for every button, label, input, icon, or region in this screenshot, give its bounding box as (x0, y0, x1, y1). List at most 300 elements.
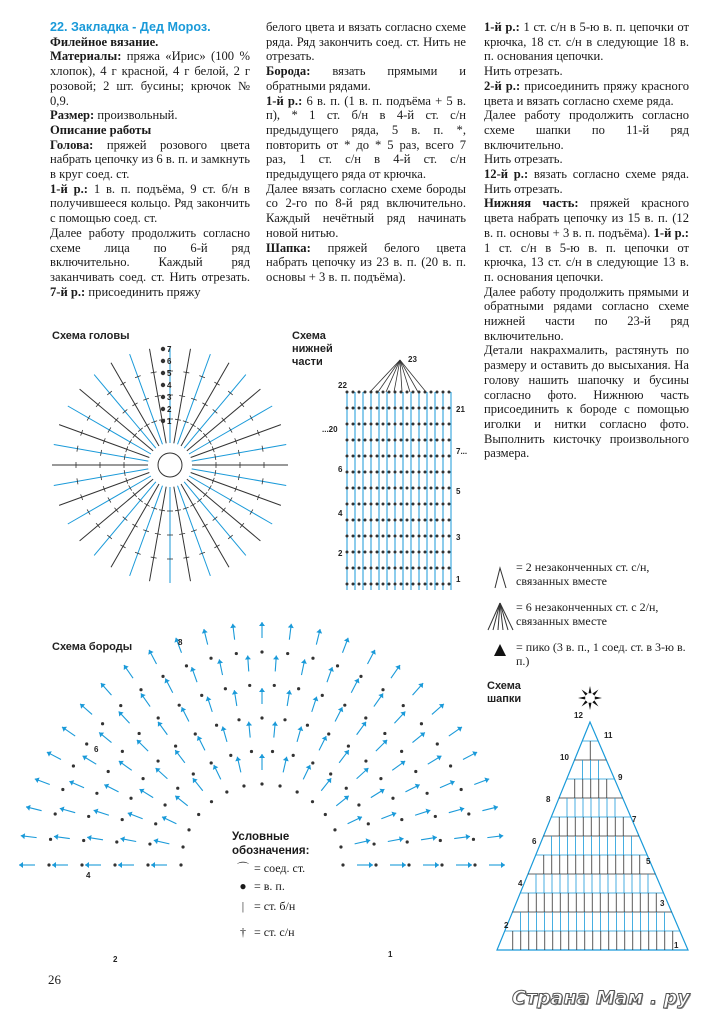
chain-dot (359, 675, 362, 678)
chain-dot (376, 567, 379, 570)
star-picot-icon (578, 697, 585, 700)
beard-row-number: 1 (388, 950, 393, 959)
beard-continue: Далее вязать согласно схеме бороды со 2-го по 8-й ряд включительно. Каждый нечётный ряд начинать новой нитью. (266, 181, 466, 240)
chain-dot (95, 792, 98, 795)
chain-dot (448, 503, 451, 506)
bottom-diagram (322, 355, 467, 590)
chain-dot (424, 583, 427, 586)
bottom-row-number: 6 (338, 465, 343, 474)
size-text: произвольный. (97, 108, 178, 123)
chain-dot (442, 519, 445, 522)
picot-mark (127, 810, 133, 817)
picot-mark (246, 721, 252, 726)
cross-stitch (151, 557, 157, 558)
chain-dot (430, 391, 433, 394)
chain-dot (209, 657, 212, 660)
chain-dot (382, 391, 385, 394)
chain-dot (358, 551, 361, 554)
chain-dot (121, 750, 124, 753)
cross-stitch (151, 372, 157, 373)
chain-dot (448, 439, 451, 442)
legend-item-slip-stitch: ⌒ = соед. ст. (232, 861, 322, 875)
chain-dot (341, 863, 344, 866)
hat-row12-text: вязать согласно схеме ряда. Нить отрезать. (484, 167, 689, 196)
chain-dot (352, 471, 355, 474)
cross-stitch (179, 396, 185, 397)
chain-dot (412, 391, 415, 394)
legend-item-sc: | = ст. б/н (232, 899, 322, 913)
star-picot-icon (595, 697, 602, 700)
chain-dot (430, 423, 433, 426)
chain-dot (412, 583, 415, 586)
chain-dot (424, 439, 427, 442)
chain-dot (439, 839, 442, 842)
bottom-row-number: 21 (456, 405, 465, 414)
chain-dot (370, 519, 373, 522)
chain-dot (442, 503, 445, 506)
chain-dot (400, 487, 403, 490)
chain-dot (436, 487, 439, 490)
work-heading: Описание работы (50, 122, 152, 137)
chain-dot (406, 583, 409, 586)
chain-dot (448, 535, 451, 538)
picot-mark (161, 814, 167, 821)
picot-mark (54, 833, 59, 839)
cross-stitch (262, 446, 263, 452)
chain-dot (224, 687, 227, 690)
bottom-row-number: 2 (338, 549, 343, 558)
chain-dot (346, 471, 349, 474)
chain-dot (394, 455, 397, 458)
cross-stitch (262, 478, 263, 484)
chain-dot (383, 732, 386, 735)
chain-dot (449, 764, 452, 767)
materials-label: Материалы: (50, 49, 122, 64)
chain-dot (85, 742, 88, 745)
chain-dot (394, 535, 397, 538)
chain-dot (394, 567, 397, 570)
head-row7-continue: белого цвета и вязать согласно схеме ряда. Ряд закончить соед. ст. Нить не отрезать. (266, 20, 466, 64)
chain-dot (406, 503, 409, 506)
chain-dot (400, 439, 403, 442)
chain-dot (424, 567, 427, 570)
hat-row2-text: присоединить пряжу красного цвета и вязать согласно схеме ряда. (484, 78, 689, 108)
chain-dot (364, 423, 367, 426)
chain-dot (194, 732, 197, 735)
chain-dot (364, 503, 367, 506)
picot-mark (179, 706, 186, 712)
chain-dot (346, 519, 349, 522)
chain-dot (345, 787, 348, 790)
chain-dot (370, 535, 373, 538)
picot-mark (395, 663, 402, 670)
picot-mark (259, 688, 265, 692)
picot-mark (60, 724, 67, 731)
chain-dot (436, 535, 439, 538)
chain-dot (406, 519, 409, 522)
cross-stitch (129, 485, 132, 490)
head-row-number: 4 (167, 381, 172, 390)
chain-dot (424, 551, 427, 554)
chain-dot (364, 439, 367, 442)
chain-dot (402, 704, 405, 707)
chain-dot (352, 391, 355, 394)
chain-dot (161, 359, 165, 363)
cross-stitch (238, 474, 239, 480)
head-diagram (52, 345, 288, 583)
picot-mark (138, 787, 145, 794)
chain-dot (388, 487, 391, 490)
chain-dot (346, 455, 349, 458)
picot-mark (288, 623, 294, 628)
chain-dot (436, 583, 439, 586)
chain-dot (121, 818, 124, 821)
picot-mark (391, 810, 397, 817)
chain-dot (394, 519, 397, 522)
cross-stitch (238, 450, 239, 456)
chain-dot (157, 716, 160, 719)
chain-dot (430, 439, 433, 442)
legend (232, 830, 322, 943)
bottom-text: пряжей красного цвета набрать цепочку из 15 в. п. (12 в. п. основы + 3 в. п. подъёма). (484, 196, 690, 240)
cross-stitch (124, 470, 125, 476)
star-picot-icon (592, 690, 598, 696)
hat-diagram (497, 686, 688, 950)
dec2-icon (495, 568, 506, 588)
picot-mark (117, 759, 124, 766)
chain-dot (333, 828, 336, 831)
picot-mark (151, 862, 155, 868)
peak-stitch (400, 360, 418, 392)
chain-dot (370, 407, 373, 410)
chain-dot (161, 371, 165, 375)
beard-row-number: 6 (94, 745, 99, 754)
cross-stitch (214, 382, 219, 385)
chain-dot (376, 551, 379, 554)
chain-dot (442, 567, 445, 570)
picot-mark (370, 648, 377, 654)
chain-dot (394, 407, 397, 410)
chain-dot (382, 519, 385, 522)
chain-dot (406, 439, 409, 442)
chain-dot (388, 535, 391, 538)
chain-dot (436, 742, 439, 745)
size-label: Размер: (50, 108, 95, 123)
cut-thread-1: Нить отрезать. (484, 64, 563, 79)
cross-stitch (215, 454, 216, 460)
chain-dot (382, 503, 385, 506)
picot-mark (93, 807, 99, 814)
chain-dot (448, 567, 451, 570)
chain-dot (358, 471, 361, 474)
chain-dot (418, 567, 421, 570)
hat-row-number: 8 (546, 795, 551, 804)
chain-dot (400, 818, 403, 821)
chain-dot (412, 423, 415, 426)
chain-dot (352, 439, 355, 442)
legend-item-chain: ● = в. п. (232, 879, 322, 893)
chain-dot (161, 395, 165, 399)
picot-mark (306, 764, 313, 770)
picot-mark (400, 759, 407, 766)
hat-row-number: 4 (518, 879, 523, 888)
chain-dot (358, 455, 361, 458)
cross-stitch (101, 450, 102, 456)
chain-dot (406, 407, 409, 410)
hat-row1-text: 1 ст. с/н в 5-ю в. п. цепочки от крючка, 18 ст. с/н в следующие 18 в. п. основания цепочки. (484, 20, 689, 64)
chain-dot (101, 722, 104, 725)
picot-mark (45, 749, 51, 756)
chain-dot (364, 471, 367, 474)
chain-dot (248, 684, 251, 687)
chain-dot (237, 718, 240, 721)
chain-dot (436, 551, 439, 554)
chain-dot (442, 439, 445, 442)
cross-stitch (208, 439, 211, 444)
chain-dot (352, 407, 355, 410)
chain-dot (376, 503, 379, 506)
hat-diagram-title: Схема шапки (487, 680, 522, 705)
chain-dot (370, 567, 373, 570)
cross-stitch (159, 510, 165, 511)
picot-mark (436, 753, 443, 760)
chain-dot (412, 439, 415, 442)
chain-dot (367, 822, 370, 825)
chain-dot (370, 455, 373, 458)
chain-dot (364, 487, 367, 490)
cross-stitch (202, 524, 207, 527)
chain-dot (242, 784, 245, 787)
chain-dot (364, 583, 367, 586)
chain-dot (424, 423, 427, 426)
chain-dot (394, 471, 397, 474)
picot-mark (457, 724, 464, 731)
chain-dot (364, 567, 367, 570)
chain-dot (358, 407, 361, 410)
bottom-row1-text: 1 ст. с/н в 5-ю в. п. цепочки от крючка, 13 ст. с/н в следующие 13 в. п. основания цепочки. (484, 240, 689, 284)
chain-dot (174, 744, 177, 747)
chain-dot (436, 567, 439, 570)
beard-row-number: 4 (86, 871, 91, 880)
bottom-row1-label: 1-й р.: (653, 225, 689, 240)
chain-dot (418, 471, 421, 474)
chain-dot (382, 551, 385, 554)
picot-mark (204, 696, 211, 702)
cross-stitch (179, 533, 185, 534)
cross-stitch (229, 427, 232, 432)
chain-dot (406, 471, 409, 474)
picot-mark (20, 833, 25, 839)
chain-dot (394, 423, 397, 426)
chain-dot (467, 812, 470, 815)
chain-dot (163, 803, 166, 806)
bottom-row-number: 3 (456, 533, 461, 542)
hat-row-number: 11 (604, 731, 613, 740)
star-picot-icon (582, 700, 588, 706)
picot-mark (328, 666, 335, 672)
cross-stitch (250, 509, 253, 514)
chain-dot (364, 519, 367, 522)
chain-dot (400, 583, 403, 586)
cross-stitch (132, 403, 137, 406)
picot-mark (313, 696, 320, 702)
picot-mark (357, 814, 363, 821)
chain-dot (394, 503, 397, 506)
chain-dot (138, 732, 141, 735)
chain-dot (406, 391, 409, 394)
hat-row-number: 10 (560, 753, 569, 762)
chain-dot (412, 487, 415, 490)
chain-dot (346, 583, 349, 586)
picot-mark (52, 862, 56, 868)
chain-dot (448, 519, 451, 522)
hat-row-number: 12 (574, 711, 583, 720)
cross-stitch (190, 424, 195, 427)
chain-dot (119, 704, 122, 707)
chain-dot (358, 423, 361, 426)
chain-dot (376, 439, 379, 442)
picot-mark (322, 735, 329, 741)
picot-mark (402, 862, 406, 868)
hat-row-number: 5 (646, 857, 651, 866)
chain-dot (412, 519, 415, 522)
hat-row-number: 9 (618, 773, 623, 782)
chain-dot (382, 535, 385, 538)
chain-dot (364, 535, 367, 538)
chain-dot (229, 754, 232, 757)
picot-mark (81, 753, 88, 760)
chain-dot (424, 519, 427, 522)
chain-dot (472, 838, 475, 841)
chain-dot (364, 407, 367, 410)
chain-dot (161, 383, 165, 387)
chain-dot (370, 583, 373, 586)
picot-icon (494, 644, 506, 656)
chain-dot (115, 840, 118, 843)
chain-dot (346, 535, 349, 538)
picot-mark (378, 692, 385, 699)
cross-stitch (120, 382, 125, 385)
hat-row2-label: 2-й р.: (484, 78, 521, 93)
chain-dot (352, 487, 355, 490)
dot-icon: ● (239, 879, 247, 893)
chain-dot (358, 487, 361, 490)
beard-row1-text: 6 в. п. (1 в. п. подъёма + 5 в. п), * 1 ст. б/н в 4-й ст. с/н предыдущего ряда, 5 в. п. *, повторить от * до * 5 раз, всего 7 раз, 1 ст. с/н в 4-й ст. с/н предыдущего ряда от крючка. (266, 93, 466, 182)
picot-mark (259, 622, 265, 626)
chain-dot (156, 759, 159, 762)
chain-dot (473, 863, 476, 866)
head-row1-label: 1-й р.: (50, 181, 88, 196)
chain-dot (197, 813, 200, 816)
chain-dot (448, 487, 451, 490)
chain-dot (388, 583, 391, 586)
cross-stitch (132, 524, 137, 527)
chain-dot (440, 863, 443, 866)
star-picot-icon (592, 700, 598, 706)
picot-mark (230, 623, 236, 628)
chain-dot (346, 391, 349, 394)
chain-dot (434, 815, 437, 818)
crossed-stroke-icon: † (240, 925, 246, 939)
chain-dot (400, 567, 403, 570)
picot-mark (344, 748, 351, 755)
chain-dot (388, 439, 391, 442)
chain-dot (283, 718, 286, 721)
chain-dot (424, 471, 427, 474)
chain-dot (179, 863, 182, 866)
chain-dot (382, 567, 385, 570)
head-row7-label: 7-й р.: (50, 284, 86, 299)
chain-dot (260, 716, 263, 719)
chain-dot (424, 535, 427, 538)
page-number: 26 (48, 972, 61, 987)
bottom-row-number: 4 (338, 509, 343, 518)
chain-dot (412, 551, 415, 554)
finish-text: Детали накрахмалить, растянуть по размеру и оставить до высыхания. На голову нашить шапочку и бусины согласно фото. Нижнюю часть присоединить к бороде с помощью иголки и нитки согласно фото. Выполнить кисточку произвольного размера. (484, 343, 689, 461)
chain-dot (436, 391, 439, 394)
chain-dot (442, 407, 445, 410)
chain-dot (400, 503, 403, 506)
chain-dot (370, 503, 373, 506)
chain-dot (311, 657, 314, 660)
head-text: пряжей розового цвета набрать цепочку из 6 в. п. и замкнуть в круг соед. ст. (50, 137, 250, 182)
chain-dot (448, 583, 451, 586)
beard-row-number: 2 (113, 955, 118, 964)
chain-dot (358, 391, 361, 394)
chain-dot (376, 407, 379, 410)
cross-stitch (175, 510, 181, 511)
chain-dot (436, 439, 439, 442)
chain-dot (376, 583, 379, 586)
chain-dot (352, 423, 355, 426)
hat-row12-label: 12-й р.: (484, 167, 529, 182)
picot-mark (19, 862, 23, 868)
chain-dot (176, 787, 179, 790)
hat-row-number: 6 (532, 837, 537, 846)
picot-mark (189, 666, 196, 672)
chain-dot (72, 764, 75, 767)
chain-dot (420, 722, 423, 725)
chain-dot (388, 551, 391, 554)
picot-mark (118, 862, 122, 868)
chain-dot (430, 551, 433, 554)
chain-dot (161, 419, 165, 423)
cross-stitch (155, 396, 161, 397)
chain-dot (178, 704, 181, 707)
chain-dot (430, 535, 433, 538)
cross-stitch (87, 509, 90, 514)
chain-dot (448, 551, 451, 554)
chain-dot (400, 455, 403, 458)
chain-dot (364, 716, 367, 719)
cross-stitch (144, 503, 149, 506)
chain-dot (358, 535, 361, 538)
chain-dot (394, 551, 397, 554)
chain-dot (107, 770, 110, 773)
head-row-number: 7 (167, 345, 172, 354)
chain-dot (436, 471, 439, 474)
legend-symbols (488, 568, 513, 656)
chain-dot (161, 407, 165, 411)
picot-mark (121, 663, 128, 670)
chain-dot (442, 535, 445, 538)
picot-mark (499, 833, 504, 839)
chain-dot (346, 503, 349, 506)
picot-mark (211, 764, 218, 770)
chain-dot (382, 439, 385, 442)
chain-dot (346, 551, 349, 554)
hat-row-number: 1 (674, 941, 679, 950)
